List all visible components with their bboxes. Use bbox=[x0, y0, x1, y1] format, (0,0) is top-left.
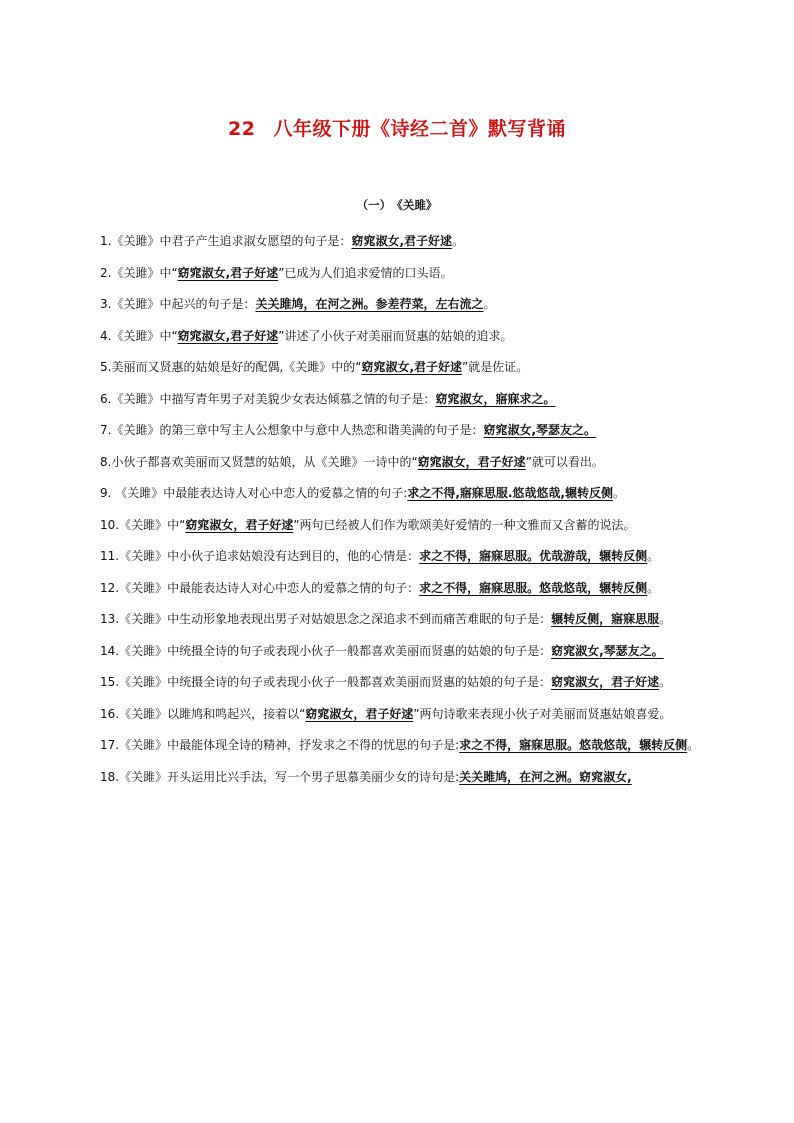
question-item bbox=[72, 573, 724, 605]
answer-text: 窈窕淑女,君子好逑 bbox=[361, 360, 463, 374]
lesson-number: 22 bbox=[228, 118, 256, 140]
question-item bbox=[72, 321, 724, 353]
question-tail: 。 bbox=[483, 297, 496, 311]
answer-text: 求之不得，寤寐思服。悠哉悠哉，辗转反侧 bbox=[419, 580, 648, 595]
question-text: 13.《关雎》中生动形象地表现出男子对姑娘思念之深追求不到而痛苦难眠的句子是： bbox=[100, 612, 552, 626]
question-tail: 。 bbox=[659, 612, 672, 626]
question-item bbox=[72, 258, 724, 290]
question-text: 3.《关雎》中起兴的句子是： bbox=[100, 297, 256, 311]
question-tail: ”就是佐证。 bbox=[462, 360, 529, 374]
question-text: 4.《关雎》中“ bbox=[100, 328, 178, 343]
question-item bbox=[72, 289, 724, 321]
question-tail: 。 bbox=[687, 738, 700, 752]
answer-text: 辗转反侧，寤寐思服 bbox=[551, 612, 660, 626]
answer-text: 关关雎鸠，在河之洲。窈窕淑女, bbox=[459, 769, 632, 784]
question-text: 10.《关雎》中“ bbox=[100, 517, 186, 532]
question-item bbox=[72, 667, 724, 699]
answer-text: 窈窕淑女，君子好逑 bbox=[417, 454, 526, 469]
question-text: 5.美丽而又贤惠的姑娘是好的配偶,《关雎》中的“ bbox=[100, 360, 362, 374]
answer-text: 求之不得,寤寐思服.悠哉悠哉,辗转反侧 bbox=[407, 486, 613, 500]
question-item bbox=[72, 636, 724, 668]
question-item bbox=[72, 762, 724, 794]
answer-text: 窈窕淑女,君子好逑 bbox=[351, 234, 453, 248]
answer-text: 窈窕淑女,琴瑟友之。 bbox=[483, 423, 597, 437]
question-tail: 。 bbox=[613, 486, 626, 500]
answer-text: 关关雎鸠，在河之洲。参差荇菜，左右流之 bbox=[255, 297, 484, 311]
question-tail: 。 bbox=[452, 234, 465, 248]
answer-text: 求之不得，寤寐思服。悠哉悠哉，辗转反侧 bbox=[459, 738, 688, 752]
question-text: 6.《关雎》中描写青年男子对美貌少女表达倾慕之情的句子是： bbox=[100, 391, 436, 406]
question-text: 2.《关雎》中“ bbox=[100, 265, 178, 280]
question-text: 16.《关雎》以雎鸠和鸣起兴，接着以“ bbox=[100, 706, 306, 721]
question-tail: ”就可以看出。 bbox=[525, 454, 604, 469]
question-item bbox=[72, 510, 724, 542]
question-item bbox=[72, 415, 724, 447]
question-text: 14.《关雎》中统摄全诗的句子或表现小伙子一般都喜欢美丽而贤惠的姑娘的句子是： bbox=[100, 643, 552, 658]
answer-text: 求之不得，寤寐思服。优哉游哉，辗转反侧 bbox=[419, 549, 648, 563]
question-text: 9. 《关雎》中最能表达诗人对心中恋人的爱慕之情的句子: bbox=[100, 486, 408, 500]
question-item bbox=[72, 226, 724, 258]
question-text: 11.《关雎》中小伙子追求姑娘没有达到目的，他的心情是： bbox=[100, 549, 420, 563]
question-text: 18.《关雎》开头运用比兴手法，写一个男子思慕美丽少女的诗句是: bbox=[100, 769, 460, 784]
question-tail: ”两句已经被人们作为歌颂美好爱情的一种文雅而又含蓄的说法。 bbox=[293, 517, 636, 532]
answer-text: 窈窕淑女，寤寐求之。 bbox=[435, 391, 556, 406]
question-item bbox=[72, 384, 724, 416]
answer-text: 窈窕淑女，君子好逑 bbox=[551, 675, 660, 689]
question-item bbox=[72, 699, 724, 731]
question-tail: ”讲述了小伙子对美丽而贤惠的姑娘的追求。 bbox=[278, 328, 513, 343]
section-index: （一） bbox=[356, 198, 392, 212]
question-text: 1.《关雎》中君子产生追求淑女愿望的句子是： bbox=[100, 234, 352, 248]
answer-text: 窈窕淑女,琴瑟友之。 bbox=[551, 643, 664, 658]
question-tail: ”已成为人们追求爱情的口头语。 bbox=[278, 265, 453, 280]
section-heading bbox=[0, 197, 794, 213]
question-item bbox=[72, 478, 724, 510]
question-item bbox=[72, 352, 724, 384]
title-text: 八年级下册《诗经二首》默写背诵 bbox=[273, 118, 566, 140]
section-name: 《关雎》 bbox=[397, 198, 438, 212]
question-item bbox=[72, 541, 724, 573]
question-tail: 。 bbox=[659, 675, 672, 689]
page-title bbox=[0, 114, 794, 141]
question-item bbox=[72, 447, 724, 479]
question-text: 15.《关雎》中统摄全诗的句子或表现小伙子一般都喜欢美丽而贤惠的姑娘的句子是： bbox=[100, 675, 552, 689]
question-tail: 。 bbox=[647, 549, 660, 563]
answer-text: 窈窕淑女,君子好逑 bbox=[177, 328, 279, 343]
question-tail: ”两句诗歌来表现小伙子对美丽而贤惠姑娘喜爱。 bbox=[413, 706, 672, 721]
question-text: 12.《关雎》中最能表达诗人对心中恋人的爱慕之情的句子： bbox=[100, 580, 420, 595]
question-tail: 。 bbox=[647, 580, 660, 595]
question-text: 8.小伙子都喜欢美丽而又贤慧的姑娘，从《关雎》一诗中的“ bbox=[100, 454, 418, 469]
question-item bbox=[72, 604, 724, 636]
question-list bbox=[72, 226, 724, 793]
answer-text: 窈窕淑女,君子好逑 bbox=[177, 265, 279, 280]
question-text: 17.《关雎》中最能体现全诗的精神，抒发求之不得的忧思的句子是: bbox=[100, 738, 460, 752]
answer-text: 窈窕淑女，君子好逑 bbox=[305, 706, 414, 721]
answer-text: 窈窕淑女，君子好逑 bbox=[185, 517, 294, 532]
question-item bbox=[72, 730, 724, 762]
question-text: 7.《关雎》的第三章中写主人公想象中与意中人热恋和谐美满的句子是： bbox=[100, 423, 484, 437]
